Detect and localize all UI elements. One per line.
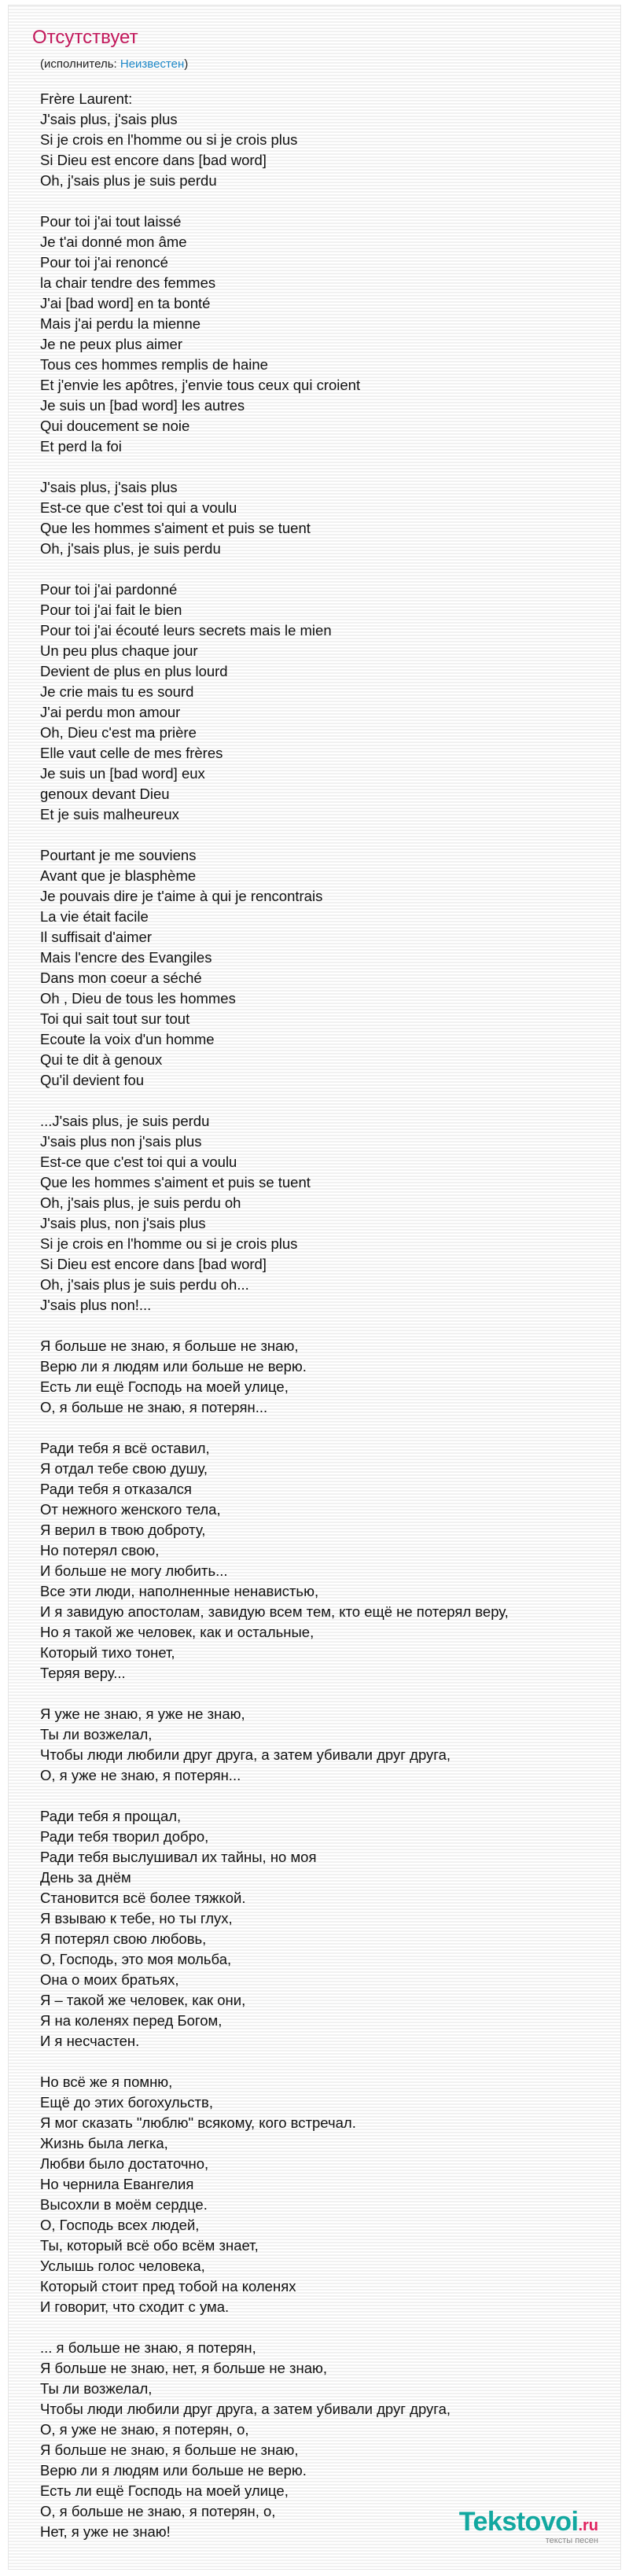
logo-main-text: Tekstovoi: [458, 2507, 579, 2537]
performer-suffix: ): [184, 57, 189, 71]
performer-prefix: (исполнитель:: [40, 57, 120, 71]
lyrics-text: Frère Laurent: J'sais plus, j'sais plus Si je crois en l'homme ou si je crois plus Si Dieu est encore dans [bad word] Oh, j'sais plus je suis perdu Pour toi j'ai tout laissé Je t'ai donné mon âme Pour toi j'ai renoncé la chair tendre des femmes J'ai [bad word] en ta bonté Mais j'ai perdu la mienne Je ne peux plus aimer Tous ces hommes remplis de haine Et j'envie les apôtres, j'envie tous ceux qui croient Je suis un [bad word] les autres Qui doucement se noie Et perd la foi J'sais plus, j'sais plus Est-ce que c'est toi qui a voulu Que les hommes s'aiment et puis se tuent Oh, j'sais plus, je suis perdu Pour toi j'ai pardonné Pour toi j'ai fait le bien Pour toi j'ai écouté leurs secrets mais le mien Un peu plus chaque jour Devient de plus en plus lourd Je crie mais tu es sourd J'ai perdu mon amour Oh, Dieu c'est ma prière Elle vaut celle de mes frères Je suis un [bad word] eux genoux devant Dieu Et je suis malheureux Pourtant je me souviens Avant que je blasphème Je pouvais dire je t'aime à qui je rencontrais La vie était facile Il suffisait d'aimer Mais l'encre des Evangiles Dans mon coeur a séché Oh , Dieu de tous les hommes Toi qui sait tout sur tout Ecoute la voix d'un homme Qui te dit à genoux Qu'il devient fou ...J'sais plus, je suis perdu J'sais plus non j'sais plus Est-ce que c'est toi qui a voulu Que les hommes s'aiment et puis se tuent Oh, j'sais plus, je suis perdu oh J'sais plus, non j'sais plus Si je crois en l'homme ou si je crois plus Si Dieu est encore dans [bad word] Oh, j'sais plus je suis perdu oh... J'sais plus non!... Я больше не знаю, я больше не знаю, Верю ли я людям или больше не верю. Есть ли ещё Господь на моей улице, О, я больше не знаю, я потерян... Ради тебя я всё оставил, Я отдал тебе свою душу, Ради тебя я отказался От нежного женского тела, Я верил в твою доброту, Но потерял свою, И больше не могу любить... Все эти люди, наполненные ненавистью, И я завидую апостолам, завидую всем тем, кто ещё не потерял веру, Но я такой же человек, как и остальные, Который тихо тонет, Теряя веру... Я уже не знаю, я уже не знаю, Ты ли возжелал, Чтобы люди любили друг друга, а затем убивали друг друга, О, я уже не знаю, я потерян... Ради тебя я прощал, Ради тебя творил добро, Ради тебя выслушивал их тайны, но моя День за днём Становится всё более тяжкой. Я взываю к тебе, но ты глух, Я потерял свою любовь, О, Господь, это моя мольба, Она о моих братьях, Я – такой же человек, как они, Я на коленях перед Богом, И я несчастен. Но всё же я помню, Ещё до этих богохульств, Я мог сказать "люблю" всякому, кого встречал. Жизнь была легка, Любви было достаточно, Но чернила Евангелия Высохли в моём сердце. О, Господь всех людей, Ты, который всё обо всём знает, Услышь голос человека, Который стоит пред тобой на коленях И говорит, что сходит с ума. ... я больше не знаю, я потерян, Я больше не знаю, нет, я больше не знаю, Ты ли возжелал, Чтобы люди любили друг друга, а затем убивали друг друга, О, я уже не знаю, я потерян, о, Я больше не знаю, я больше не знаю, Верю ли я людям или больше не верю. Есть ли ещё Господь на моей улице, О, я больше не знаю, я потерян, о, Нет, я уже не знаю!: [40, 90, 509, 2540]
page-frame: [8, 5, 621, 2570]
performer-line: [40, 57, 188, 72]
site-logo[interactable]: [459, 2508, 598, 2545]
logo-domain-suffix: .ru: [578, 2517, 598, 2534]
song-title: Отсутствует: [32, 27, 138, 48]
logo-tagline: тексты песен: [545, 2536, 598, 2545]
performer-link[interactable]: Неизвестен: [120, 57, 185, 71]
